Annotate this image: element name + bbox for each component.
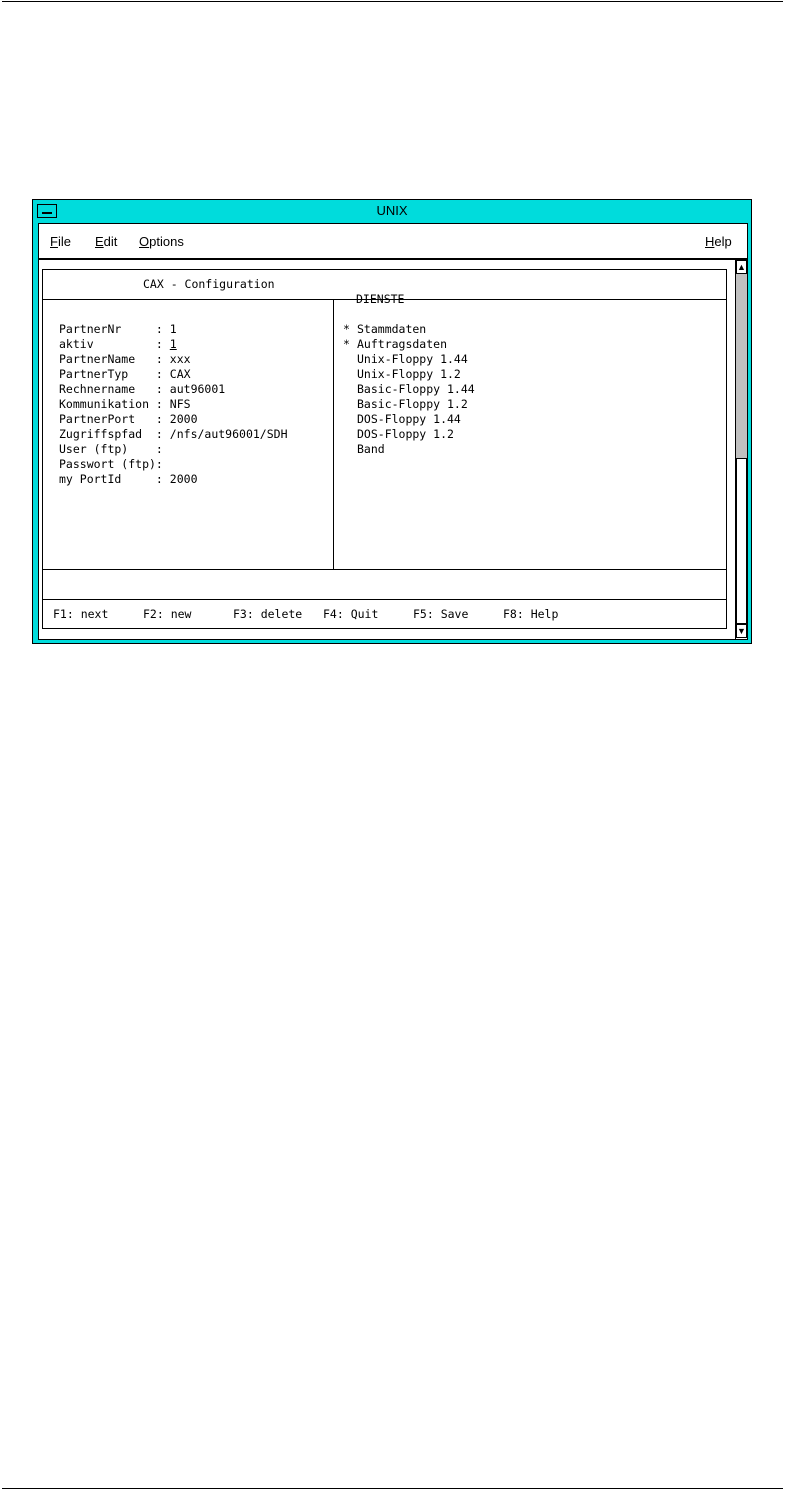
field-partnerport[interactable]: PartnerPort : 2000 bbox=[59, 412, 198, 426]
services-header: DIENSTE bbox=[356, 292, 405, 306]
service-item[interactable]: * Auftragsdaten bbox=[343, 337, 448, 351]
terminal-console[interactable] bbox=[39, 260, 735, 639]
field-passwort-ftp[interactable]: Passwort (ftp): bbox=[59, 457, 163, 471]
field-zugriffspfad[interactable]: Zugriffspfad : /nfs/aut96001/SDH bbox=[59, 427, 288, 441]
services-list bbox=[343, 322, 475, 457]
column-divider bbox=[333, 299, 334, 569]
fkey-f8-help[interactable]: F8: Help bbox=[503, 607, 559, 621]
fkey-f1-next[interactable]: F1: next bbox=[53, 607, 109, 621]
fkey-f3-delete[interactable]: F3: delete bbox=[233, 607, 303, 621]
text-cursor: 1 bbox=[169, 337, 177, 351]
field-partnertyp[interactable]: PartnerTyp : CAX bbox=[59, 367, 191, 381]
page-top-rule bbox=[2, 1, 783, 2]
service-item[interactable]: Basic-Floppy 1.44 bbox=[357, 382, 475, 396]
menu-file[interactable]: File bbox=[50, 234, 71, 249]
service-item[interactable]: Basic-Floppy 1.2 bbox=[357, 397, 468, 411]
scroll-down-arrow-icon[interactable]: ▼ bbox=[737, 626, 746, 636]
service-item[interactable]: Band bbox=[357, 442, 385, 456]
field-kommunikation[interactable]: Kommunikation : NFS bbox=[59, 397, 191, 411]
field-my-portid[interactable]: my PortId : 2000 bbox=[59, 472, 198, 486]
menu-help[interactable]: Help bbox=[705, 234, 732, 249]
fkey-f2-new[interactable]: F2: new bbox=[143, 607, 192, 621]
field-partnername[interactable]: PartnerName : xxx bbox=[59, 352, 191, 366]
service-item[interactable]: DOS-Floppy 1.2 bbox=[357, 427, 454, 441]
page-bottom-rule bbox=[2, 1488, 783, 1489]
window-client-area bbox=[38, 223, 748, 640]
unix-terminal-window bbox=[32, 199, 752, 644]
service-item[interactable]: Unix-Floppy 1.2 bbox=[357, 367, 461, 381]
body-divider bbox=[43, 569, 726, 570]
field-user-ftp[interactable]: User (ftp) : bbox=[59, 442, 163, 456]
partner-fields bbox=[59, 322, 288, 487]
scrollbar-thumb[interactable] bbox=[736, 458, 747, 624]
cax-form-frame bbox=[42, 269, 727, 629]
menubar bbox=[39, 224, 747, 260]
function-key-bar bbox=[53, 607, 723, 623]
service-item[interactable]: DOS-Floppy 1.44 bbox=[357, 412, 461, 426]
scroll-up-arrow-icon[interactable]: ▲ bbox=[737, 262, 746, 272]
fkey-f4-quit[interactable]: F4: Quit bbox=[323, 607, 379, 621]
window-titlebar[interactable] bbox=[33, 200, 751, 221]
menu-options[interactable]: Options bbox=[139, 234, 184, 249]
vertical-scrollbar[interactable] bbox=[735, 260, 747, 639]
menu-edit[interactable]: Edit bbox=[95, 234, 118, 249]
service-item[interactable]: Unix-Floppy 1.44 bbox=[357, 352, 468, 366]
field-rechnername[interactable]: Rechnername : aut96001 bbox=[59, 382, 226, 396]
page-title: CAX - Configuration bbox=[143, 277, 275, 291]
field-partnernr[interactable]: PartnerNr : 1 bbox=[59, 322, 177, 336]
scrollbar-trough[interactable] bbox=[736, 274, 747, 624]
window-title: UNIX bbox=[376, 203, 408, 218]
fkey-f5-save[interactable]: F5: Save bbox=[413, 607, 469, 621]
status-divider bbox=[43, 599, 726, 600]
field-aktiv[interactable]: aktiv : 1 bbox=[59, 337, 177, 351]
service-item[interactable]: * Stammdaten bbox=[343, 322, 427, 336]
